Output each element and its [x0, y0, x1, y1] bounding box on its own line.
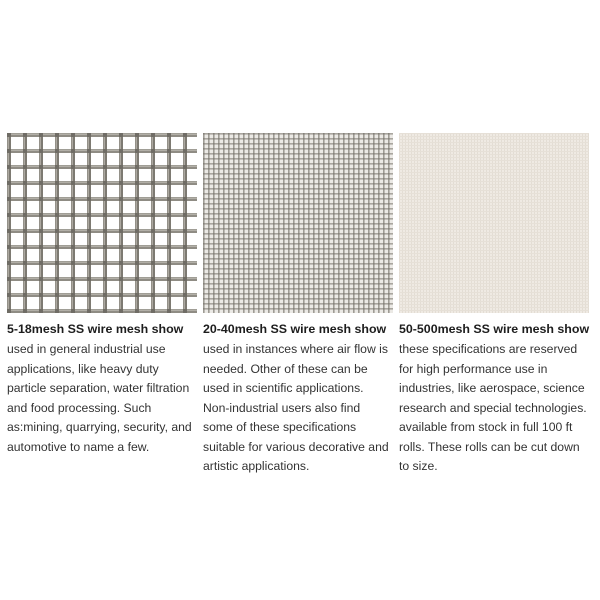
panel-title: 5-18mesh SS wire mesh show	[7, 322, 184, 336]
panel-description: used in general industrial use applications, like heavy duty particle separation, water filtration and food processing. Such as:mining, quarrying, security, and automotive to name a few.	[7, 342, 192, 454]
medium-wire-mesh-image	[203, 133, 393, 313]
fine-wire-mesh-image	[399, 133, 589, 313]
mesh-panel-medium	[203, 133, 393, 477]
mesh-panel-coarse	[7, 133, 197, 457]
panel-title: 50-500mesh SS wire mesh show	[399, 322, 590, 336]
mesh-panel-fine	[399, 133, 589, 477]
product-grid	[7, 133, 593, 473]
coarse-wire-mesh-image	[7, 133, 197, 313]
panel-description: these specifications are reserved for high performance use in industries, like aerospace, science research and special technologies. available from stock in full 100 ft rolls. These rolls can be cut down to size.	[399, 342, 587, 473]
panel-title: 20-40mesh SS wire mesh show	[203, 322, 387, 336]
panel-description: used in instances where air flow is needed. Other of these can be used in scientific applications. Non-industrial users also find some of these specifications suitable for various decorative and artistic applications.	[203, 342, 389, 473]
